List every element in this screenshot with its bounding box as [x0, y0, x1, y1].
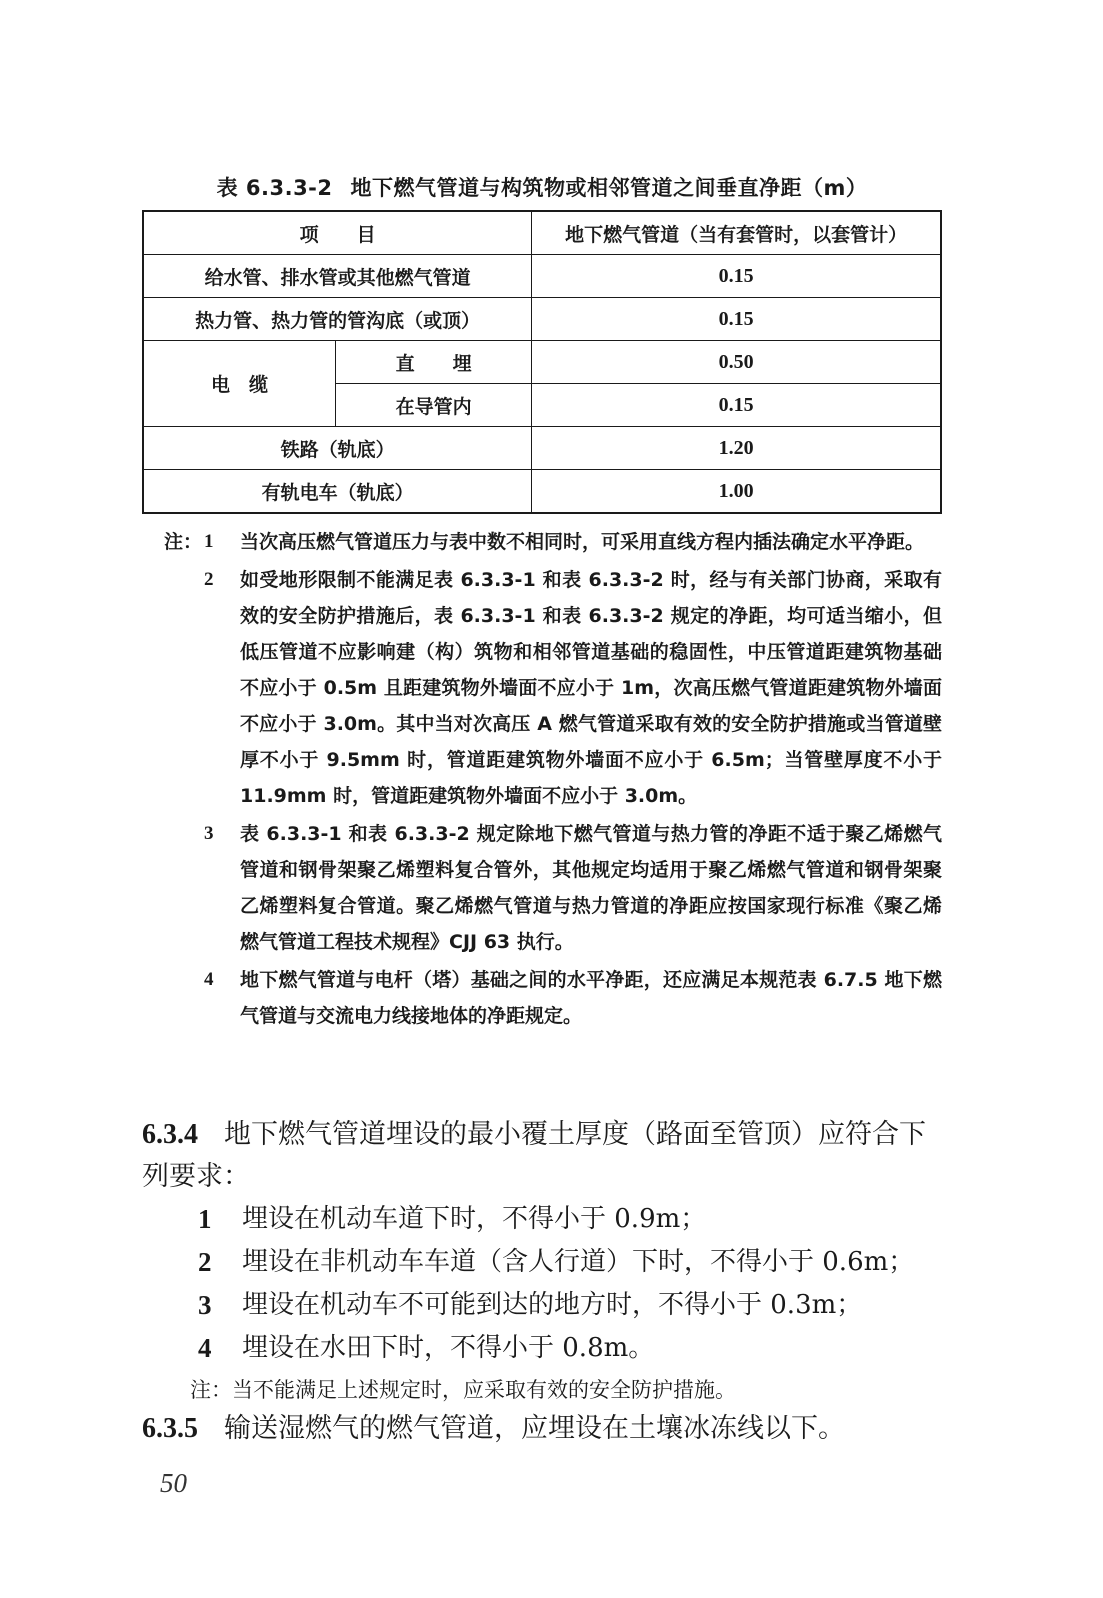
header-value: 地下燃气管道（当有套管时，以套管计）	[532, 211, 941, 255]
clause-number: 6.3.4	[142, 1119, 198, 1150]
row-value: 0.15	[532, 384, 941, 427]
table-row	[143, 470, 941, 514]
row-value: 1.20	[532, 427, 941, 470]
table-row	[143, 298, 941, 341]
note-text: 当次高压燃气管道压力与表中数不相同时，可采用直线方程内插法确定水平净距。	[240, 531, 925, 553]
row-item: 热力管、热力管的管沟底（或顶）	[143, 298, 532, 341]
table-caption	[142, 172, 942, 202]
note-item	[142, 962, 942, 1034]
list-item-number: 3	[198, 1290, 212, 1320]
table-title: 地下燃气管道与构筑物或相邻管道之间垂直净距（m）	[350, 176, 868, 200]
list-item	[142, 1198, 942, 1241]
list-item-text: 埋设在机动车不可能到达的地方时，不得小于 0.3m；	[242, 1290, 863, 1320]
table-row	[143, 255, 941, 298]
list-item	[142, 1284, 942, 1327]
note-item	[142, 524, 942, 560]
list-item-number: 1	[198, 1204, 212, 1234]
clause-text: 地下燃气管道埋设的最小覆土厚度（路面至管顶）应符合下列要求：	[142, 1119, 926, 1192]
list-item	[142, 1241, 942, 1284]
cable-label: 电 缆	[143, 341, 336, 427]
note-number: 4	[204, 969, 214, 990]
table-notes	[142, 524, 942, 1036]
list-item-text: 埋设在水田下时，不得小于 0.8m。	[242, 1333, 655, 1363]
row-value: 0.15	[532, 298, 941, 341]
clause-number: 6.3.5	[142, 1413, 198, 1444]
table-row	[143, 427, 941, 470]
clause-6-3-5	[142, 1408, 942, 1450]
clause-6-3-4	[142, 1114, 942, 1198]
note-number: 3	[204, 823, 214, 844]
row-item: 给水管、排水管或其他燃气管道	[143, 255, 532, 298]
list-item	[142, 1327, 942, 1370]
list-item-text: 埋设在非机动车车道（含人行道）下时，不得小于 0.6m；	[242, 1247, 915, 1277]
note-text: 地下燃气管道与电杆（塔）基础之间的水平净距，还应满足本规范表 6.7.5 地下燃气管道与交流电力线接地体的净距规定。	[240, 969, 942, 1027]
list-item-text: 埋设在机动车道下时，不得小于 0.9m；	[242, 1204, 707, 1234]
table-number: 表 6.3.3-2	[216, 176, 333, 200]
list-item-number: 2	[198, 1247, 212, 1277]
clause-text: 输送湿燃气的燃气管道，应埋设在土壤冰冻线以下。	[224, 1413, 845, 1444]
row-value: 0.15	[532, 255, 941, 298]
row-value: 0.50	[532, 341, 941, 384]
requirement-list	[142, 1198, 942, 1370]
row-value: 1.00	[532, 470, 941, 514]
table-row	[143, 341, 941, 384]
note-item	[142, 562, 942, 814]
clause-note: 注：当不能满足上述规定时，应采取有效的安全防护措施。	[190, 1378, 736, 1402]
note-number: 1	[204, 531, 214, 552]
cable-sub-item: 直 埋	[336, 341, 532, 384]
clearance-table	[142, 210, 942, 514]
cable-sub-item: 在导管内	[336, 384, 532, 427]
note-text: 表 6.3.3-1 和表 6.3.3-2 规定除地下燃气管道与热力管的净距不适于聚乙烯燃气管道和钢骨架聚乙烯塑料复合管外，其他规定均适用于聚乙烯燃气管道和钢骨架聚乙烯塑料复合管道。聚乙烯燃气管道与热力管道的净距应按国家现行标准《聚乙烯燃气管道工程技术规程》CJJ 63 执行。	[240, 823, 942, 953]
list-item-number: 4	[198, 1333, 212, 1363]
row-item: 铁路（轨底）	[143, 427, 532, 470]
note-prefix: 注：	[164, 531, 203, 553]
note-number: 2	[204, 569, 214, 590]
note-item	[142, 816, 942, 960]
row-item: 有轨电车（轨底）	[143, 470, 532, 514]
note-text: 如受地形限制不能满足表 6.3.3-1 和表 6.3.3-2 时，经与有关部门协商，采取有效的安全防护措施后，表 6.3.3-1 和表 6.3.3-2 规定的净距，均可适当缩小，但低压管道不应影响建（构）筑物和相邻管道基础的稳固性，中压管道距建筑物基础不应小于 0.5m 且距建筑物外墙面不应小于 1m，次高压燃气管道距建筑物外墙面不应小于 3.0m。其中当对次高压 A 燃气管道采取有效的安全防护措施或当管道壁厚不小于 9.5mm 时，管道距建筑物外墙面不应小于 6.5m；当管壁厚度不小于 11.9mm 时，管道距建筑物外墙面不应小于 3.0m。	[240, 569, 942, 807]
header-item: 项 目	[143, 211, 532, 255]
page-number: 50	[160, 1468, 187, 1498]
table-header-row	[143, 211, 941, 255]
